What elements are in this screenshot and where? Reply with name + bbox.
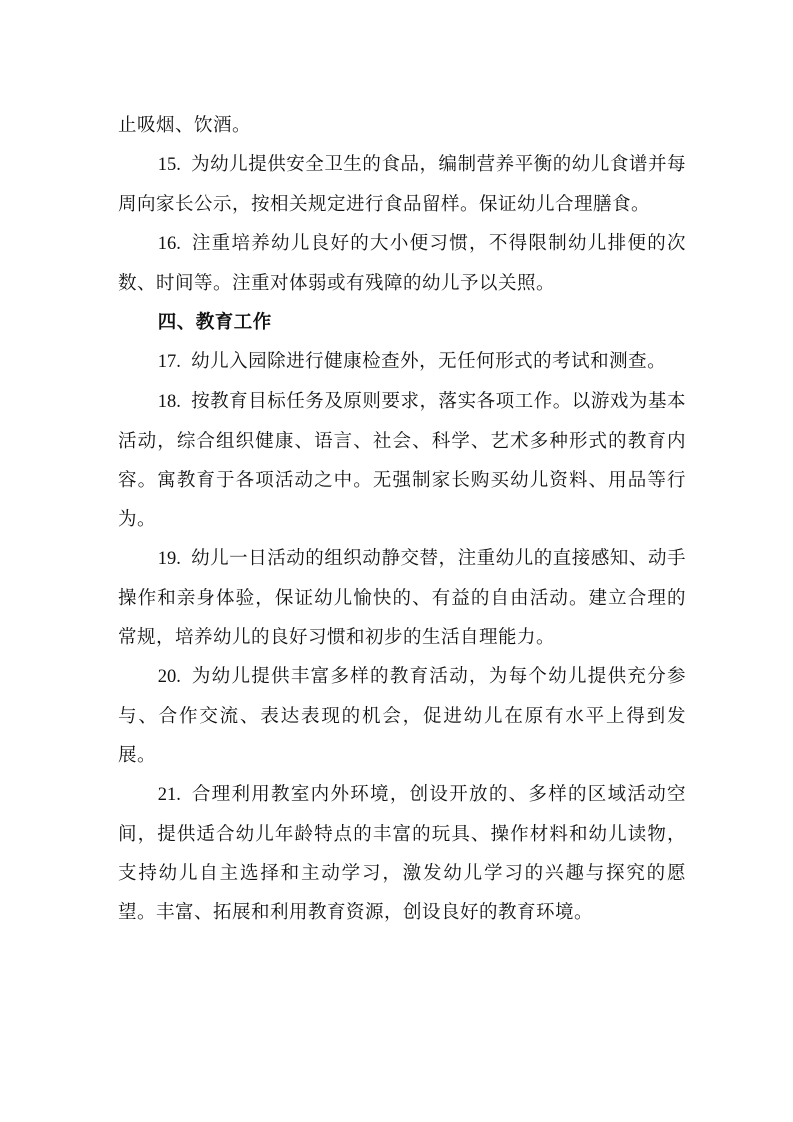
item-number: 18. — [157, 392, 181, 412]
item-16 — [118, 224, 686, 303]
item-number: 17. — [157, 352, 181, 372]
item-number: 15. — [157, 155, 181, 175]
item-19 — [118, 539, 686, 657]
item-18 — [118, 382, 686, 539]
item-text: 为幼儿提供丰富多样的教育活动，为每个幼儿提供充分参与、合作交流、表达表现的机会，促进幼儿在原有水平上得到发展。 — [118, 666, 686, 766]
item-text: 幼儿一日活动的组织动静交替，注重幼儿的直接感知、动手操作和亲身体验，保证幼儿愉快的、有益的自由活动。建立合理的常规，培养幼儿的良好习惯和初步的生活自理能力。 — [118, 548, 686, 648]
item-number: 21. — [157, 785, 181, 805]
item-number: 16. — [157, 234, 181, 254]
item-number: 19. — [157, 549, 181, 569]
item-17 — [118, 342, 686, 382]
item-text: 注重培养幼儿良好的大小便习惯，不得限制幼儿排便的次数、时间等。注重对体弱或有残障的幼儿予以关照。 — [118, 233, 686, 294]
item-text: 幼儿入园除进行健康检查外，无任何形式的考试和测查。 — [191, 351, 667, 372]
section-heading — [118, 303, 686, 342]
item-number: 20. — [157, 667, 181, 687]
item-text: 为幼儿提供安全卫生的食品，编制营养平衡的幼儿食谱并每周向家长公示，按相关规定进行食品留样。保证幼儿合理膳食。 — [118, 154, 686, 215]
document-body — [118, 106, 686, 932]
item-20 — [118, 657, 686, 775]
paragraph-continuation — [118, 106, 686, 145]
section-heading-text: 四、教育工作 — [157, 312, 272, 333]
item-text: 合理利用教室内外环境，创设开放的、多样的区域活动空间，提供适合幼儿年龄特点的丰富的玩具、操作材料和幼儿读物，支持幼儿自主选择和主动学习，激发幼儿学习的兴趣与探究的愿望。丰富、拓展和利用教育资源，创设良好的教育环境。 — [118, 784, 686, 923]
item-21 — [118, 775, 686, 932]
paragraph-text: 止吸烟、饮酒。 — [118, 115, 252, 136]
item-text: 按教育目标任务及原则要求，落实各项工作。以游戏为基本活动，综合组织健康、语言、社会、科学、艺术多种形式的教育内容。寓教育于各项活动之中。无强制家长购买幼儿资料、用品等行为。 — [118, 391, 686, 530]
item-15 — [118, 145, 686, 224]
